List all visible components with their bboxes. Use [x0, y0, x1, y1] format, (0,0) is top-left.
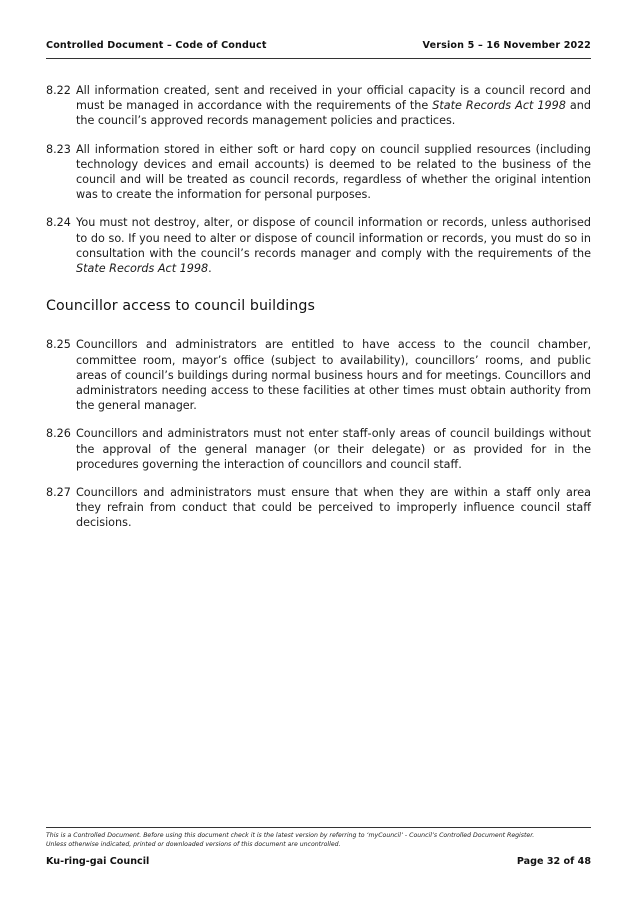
- clause-number: 8.23: [46, 142, 71, 156]
- document-body: [46, 83, 591, 544]
- clause-text-part: and the council’s approved records management policies and practices.: [76, 99, 591, 128]
- clause-text: [76, 83, 591, 129]
- clause-text: Councillors and administrators must not enter staff-only areas of council buildings without the approval of the general manager (or their delegate) or as provided for in the procedures governing the interaction of councillors and council staff.: [76, 427, 591, 471]
- footer-divider: [46, 827, 591, 828]
- clause-8-25: [46, 337, 591, 413]
- document-title: Controlled Document – Code of Conduct: [46, 40, 267, 51]
- clause-text: [76, 142, 591, 203]
- page-number: Page 32 of 48: [516, 856, 591, 867]
- page-header: [46, 40, 591, 51]
- section-heading: Councillor access to council buildings: [46, 298, 315, 315]
- clause-number: 8.27: [46, 486, 71, 500]
- page-footer: [46, 856, 591, 867]
- controlled-document-notice: [46, 831, 591, 850]
- clause-8-26: [46, 426, 591, 472]
- clause-number: 8.24: [46, 216, 71, 230]
- clause-number: 8.26: [46, 427, 71, 441]
- clause-number: 8.25: [46, 338, 71, 352]
- clause-number: 8.22: [46, 84, 71, 97]
- organisation-name: Ku-ring-gai Council: [46, 856, 150, 867]
- clause-8-27: [46, 485, 591, 531]
- clause-8-22: [46, 83, 591, 129]
- clause-text-part: All information created, sent and received in your official capacity is a council record and must be managed in accordance with the requirements of the: [76, 84, 591, 113]
- clause-text-part: All information stored in either soft or hard copy on council supplied resources (including technology devices and email accounts) is deemed to be related to the business of the council and will be treated as council records, regardless of whether the original intention was to create the information for personal purposes.: [76, 142, 591, 202]
- clause-text-part: .: [208, 262, 212, 276]
- clause-text: Councillors and administrators are entitled to have access to the council chamber, committee room, mayor’s office (subject to availability), councillors’ rooms, and public areas of council’s buildings during normal business hours and for meetings. Councillors and administrators needing access to these facilities at other times must obtain authority from the general manager.: [76, 338, 591, 413]
- clause-text-part: You must not destroy, alter, or dispose of council information or records, unless authorised to do so. If you need to alter or dispose of council information or records, you must do so in consultation with the council’s records manager and comply with the requirements of the: [76, 216, 591, 260]
- clause-8-24: [46, 215, 591, 276]
- act-reference: State Records Act 1998: [76, 262, 209, 276]
- notice-line: Unless otherwise indicated, printed or downloaded versions of this document are uncontrolled.: [46, 841, 341, 849]
- act-reference: State Records Act 1998: [432, 99, 566, 113]
- document-version: Version 5 – 16 November 2022: [422, 40, 591, 51]
- header-divider: [46, 58, 591, 59]
- clause-8-23: [46, 142, 591, 203]
- notice-line: This is a Controlled Document. Before using this document check it is the latest version by referring to ‘myCouncil’ - Council’s Controlled Document Register.: [46, 832, 535, 839]
- clause-text: [76, 215, 591, 276]
- clause-text: Councillors and administrators must ensure that when they are within a staff only area they refrain from conduct that could be perceived to improperly influence council staff decisions.: [76, 486, 591, 530]
